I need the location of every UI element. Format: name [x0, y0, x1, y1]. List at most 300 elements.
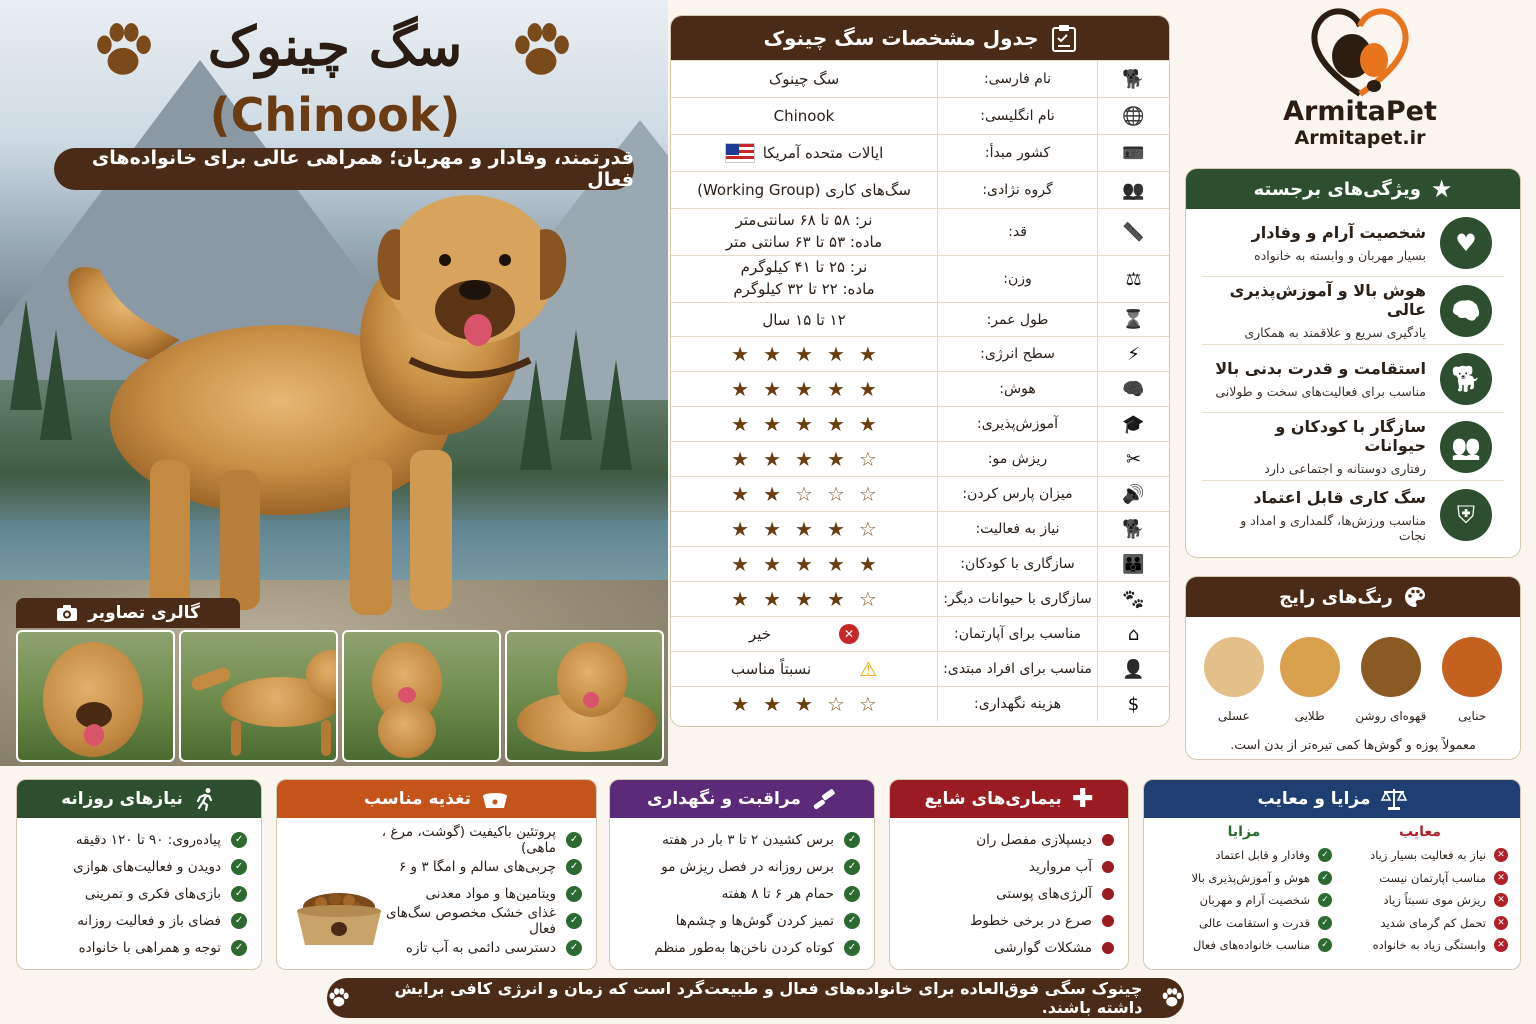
- feature-text: [1214, 281, 1426, 340]
- spec-label: سازگاری با کودکان:: [937, 547, 1097, 581]
- spec-row: [671, 441, 1169, 476]
- list-item: [624, 907, 860, 934]
- spec-value-text: سگ چینوک: [768, 70, 840, 88]
- footer-banner: [327, 978, 1184, 1018]
- house-icon: ⌂: [1127, 623, 1140, 645]
- star-filled-icon: ★: [795, 447, 813, 471]
- group-icon: [1097, 172, 1169, 208]
- list-item-text: نیاز به فعالیت بسیار زیاد: [1370, 848, 1486, 863]
- list-item-text: هوش و آموزش‌پذیری بالا: [1191, 870, 1310, 885]
- check-icon: ✓: [844, 859, 860, 875]
- star-filled-icon: ★: [731, 412, 750, 436]
- check-icon: ✓: [231, 859, 247, 875]
- feature-title: هوش بالا و آموزش‌پذیری عالی: [1229, 281, 1426, 319]
- star-empty-icon: ☆: [858, 447, 877, 471]
- color-swatch-name: حنایی: [1458, 709, 1487, 723]
- check-icon: ✓: [1318, 938, 1332, 952]
- star-filled-icon: ★: [826, 377, 845, 401]
- list-item: [31, 934, 247, 961]
- star-filled-icon: ★: [731, 482, 750, 506]
- star-empty-icon: ☆: [795, 482, 813, 506]
- spec-table: [670, 15, 1170, 727]
- star-filled-icon: ★: [858, 342, 877, 366]
- care-list: [610, 818, 874, 961]
- spec-value: [671, 617, 937, 651]
- star-filled-icon: ★: [731, 342, 750, 366]
- star-filled-icon: ★: [731, 377, 750, 401]
- pros-cons-card: [1143, 779, 1521, 970]
- star-filled-icon: ★: [795, 342, 813, 366]
- spec-value: [671, 172, 937, 208]
- list-item-text: دویدن و فعالیت‌های هوازی: [73, 858, 221, 875]
- features-title: ویژگی‌های برجسته: [1253, 178, 1421, 200]
- star-filled-icon: ★: [858, 412, 877, 436]
- list-item-text: وابستگی زیاد به خانواده: [1372, 938, 1486, 953]
- check-icon: ✓: [844, 913, 860, 929]
- spec-value: [671, 372, 937, 406]
- spec-row: [671, 302, 1169, 336]
- list-item: [377, 853, 582, 880]
- brand-logo: [1280, 6, 1440, 156]
- pro-item: [1156, 934, 1332, 957]
- spec-label: سازگاری با حیوانات دیگر:: [937, 582, 1097, 616]
- check-icon: ✓: [1318, 871, 1332, 885]
- spec-row: [671, 255, 1169, 302]
- list-item-text: دیسپلازی مفصل ران: [976, 831, 1092, 848]
- pros-cons-columns: [1144, 818, 1520, 957]
- list-item-text: حمام هر ۶ تا ۸ هفته: [721, 885, 834, 902]
- color-swatch: [1355, 637, 1426, 723]
- star-empty-icon: ☆: [858, 692, 877, 716]
- spec-value-text: ایالات متحده آمریکا: [762, 144, 884, 162]
- bullet-dot-icon: [1102, 861, 1114, 873]
- star-filled-icon: ★: [858, 377, 877, 401]
- spec-value: [671, 512, 937, 546]
- feature-text: [1214, 359, 1426, 399]
- star-filled-icon: ★: [731, 692, 750, 716]
- gallery-thumbnail[interactable]: [342, 630, 501, 762]
- star-filled-icon: ★: [763, 517, 782, 541]
- feature-title: سازگار با کودکان و حیوانات: [1275, 417, 1426, 455]
- spec-label: گروه نژادی:: [937, 172, 1097, 208]
- list-item: [904, 853, 1114, 880]
- shield-icon: [1440, 489, 1492, 541]
- check-icon: ✓: [231, 832, 247, 848]
- color-swatch: [1280, 637, 1340, 723]
- list-item-text: فضای باز و فعالیت روزانه: [77, 912, 221, 929]
- gallery: [16, 630, 664, 762]
- con-item: [1332, 934, 1508, 957]
- running-person-icon: [193, 787, 217, 811]
- star-filled-icon: ★: [795, 517, 813, 541]
- rating-stars: [731, 414, 877, 434]
- spec-label: میزان پارس کردن:: [937, 477, 1097, 511]
- spec-row: [671, 476, 1169, 511]
- family-icon: 👪: [1122, 553, 1145, 575]
- list-item-text: تحمل کم گرمای شدید: [1380, 915, 1486, 930]
- list-item: [377, 823, 582, 856]
- paw-icon: [327, 985, 351, 1011]
- colors-title: رنگ‌های رایج: [1279, 586, 1393, 608]
- spec-label: وزن:: [937, 256, 1097, 302]
- bullet-dot-icon: [1102, 834, 1114, 846]
- star-filled-icon: ★: [731, 552, 750, 576]
- color-swatch-dot: [1280, 637, 1340, 697]
- pro-item: [1156, 912, 1332, 935]
- spec-row: [671, 134, 1169, 171]
- care-header: [610, 780, 874, 818]
- brush-icon: [811, 788, 837, 810]
- list-item-text: شخصیت آرام و مهربان: [1199, 893, 1310, 908]
- care-card: [609, 779, 875, 970]
- colors-header: [1186, 577, 1520, 617]
- list-item-text: ویتامین‌ها و مواد معدنی: [425, 885, 556, 902]
- x-icon: ✕: [1494, 871, 1508, 885]
- star-empty-icon: ☆: [858, 587, 877, 611]
- pros-cons-title: مزایا و معایب: [1257, 789, 1371, 809]
- dog-bowl-icon: [481, 788, 509, 810]
- spec-label: سطح انرژی:: [937, 337, 1097, 371]
- feature-text: [1214, 488, 1426, 543]
- people-icon: [1440, 421, 1492, 473]
- daily-needs-list: [17, 818, 261, 961]
- x-icon: ✕: [1494, 916, 1508, 930]
- check-icon: ✓: [1318, 848, 1332, 862]
- check-icon: ✓: [231, 940, 247, 956]
- color-swatch-name: قهوه‌ای روشن: [1355, 709, 1427, 723]
- list-item-text: آب مروارید: [1028, 858, 1092, 875]
- spec-row: [671, 651, 1169, 686]
- running-dog-icon: 🐕: [1451, 364, 1481, 393]
- running-dog-icon: [1440, 353, 1492, 405]
- footer-text: چینوک سگی فوق‌العاده برای خانواده‌های فعال و طبیعت‌گرد است که زمان و انرژی کافی برایش داشته باشند.: [394, 979, 1143, 1017]
- clipboard-icon: [1051, 24, 1077, 52]
- list-item-text: برس روزانه در فصل ریزش مو: [661, 858, 834, 875]
- spec-value-text: Chinook: [773, 107, 835, 125]
- shield-icon: ⛨: [1457, 501, 1475, 529]
- cons-list: [1332, 844, 1508, 957]
- star-empty-icon: ☆: [826, 482, 845, 506]
- feature-item: [1202, 481, 1504, 549]
- pros-cons-header: [1144, 780, 1520, 818]
- feature-item: [1202, 345, 1504, 413]
- spec-row: [671, 511, 1169, 546]
- check-icon: ✓: [844, 940, 860, 956]
- spec-value-text: ۱۲ تا ۱۵ سال: [762, 310, 846, 329]
- con-item: [1332, 867, 1508, 890]
- gallery-thumbnail[interactable]: [16, 630, 175, 762]
- list-item: [377, 904, 582, 937]
- spec-label: ریزش مو:: [937, 442, 1097, 476]
- star-filled-icon: ★: [763, 587, 782, 611]
- brain-icon: [1097, 372, 1169, 406]
- check-icon: ✓: [566, 886, 582, 902]
- pros-column: [1156, 824, 1332, 957]
- list-item: [31, 826, 247, 853]
- list-item: [31, 880, 247, 907]
- rating-stars: [731, 554, 877, 574]
- spec-label: کشور مبدأ:: [937, 135, 1097, 171]
- spec-value-line: ماده: ۵۳ تا ۶۳ سانتی متر: [725, 233, 883, 251]
- spec-row: [671, 686, 1169, 721]
- cons-column: [1332, 824, 1508, 957]
- hourglass-icon: [1097, 303, 1169, 336]
- spec-value: [671, 209, 937, 255]
- rating-stars: [731, 694, 877, 714]
- shedding-icon: ✂: [1125, 448, 1142, 470]
- speaker-icon: [1097, 477, 1169, 511]
- heart-pet-logo-icon: [1308, 6, 1412, 98]
- spec-label: هوش:: [937, 372, 1097, 406]
- colors-note: معمولاً پوزه و گوش‌ها کمی تیره‌تر از بدن است.: [1230, 737, 1476, 752]
- spec-value: [671, 652, 937, 686]
- person-icon: [1097, 652, 1169, 686]
- spec-row: [671, 60, 1169, 97]
- nutrition-title: تغذیه مناسب: [364, 789, 471, 809]
- star-filled-icon: ★: [795, 692, 813, 716]
- page-title-english: (Chinook): [209, 88, 461, 142]
- feature-text: [1214, 223, 1426, 263]
- star-filled-icon: ★: [795, 412, 813, 436]
- pro-item: [1156, 889, 1332, 912]
- spec-value: [671, 303, 937, 336]
- check-icon: ✓: [566, 859, 582, 875]
- list-item: [377, 880, 582, 907]
- feature-title: شخصیت آرام و وفادار: [1251, 222, 1426, 242]
- list-item: [624, 826, 860, 853]
- pros-title: مزایا: [1227, 824, 1261, 840]
- star-filled-icon: ★: [763, 692, 782, 716]
- diseases-card: [889, 779, 1129, 970]
- star-filled-icon: ★: [763, 412, 782, 436]
- check-icon: ✓: [566, 940, 582, 956]
- x-icon: ✕: [1494, 848, 1508, 862]
- gallery-label: گالری تصاویر: [88, 603, 200, 623]
- spec-row: [671, 546, 1169, 581]
- scales-icon: [1381, 787, 1407, 811]
- feature-desc: بسیار مهربان و وابسته به خانواده: [1254, 247, 1426, 263]
- house-icon: [1097, 617, 1169, 651]
- pro-item: [1156, 867, 1332, 890]
- people-icon: 👥: [1451, 432, 1481, 461]
- diseases-header: [890, 780, 1128, 818]
- star-filled-icon: ★: [795, 377, 813, 401]
- star-filled-icon: ★: [826, 342, 845, 366]
- passport-icon: [1097, 135, 1169, 171]
- bullet-dot-icon: [1102, 942, 1114, 954]
- feature-desc: یادگیری سریع و علاقمند به همکاری: [1244, 325, 1426, 340]
- feature-item: [1202, 277, 1504, 345]
- list-item-text: قدرت و استقامت عالی: [1199, 915, 1310, 930]
- list-item-text: ریزش موی نسبتاً زیاد: [1383, 893, 1486, 908]
- spec-rows: [671, 60, 1169, 721]
- star-filled-icon: ★: [795, 552, 813, 576]
- daily-needs-card: [16, 779, 262, 970]
- paw-icon: [1160, 985, 1184, 1011]
- list-item-text: مشکلات گوارشی: [993, 939, 1092, 956]
- x-circle-icon: ✕: [839, 624, 859, 644]
- feature-desc: رفتاری دوستانه و اجتماعی دارد: [1264, 461, 1426, 476]
- warning-icon: ⚠: [859, 657, 878, 681]
- spec-value: [671, 256, 937, 302]
- spec-value-line: نر: ۵۸ تا ۶۸ سانتی‌متر: [735, 211, 873, 230]
- spec-label: طول عمر:: [937, 303, 1097, 336]
- ruler-icon: [1097, 209, 1169, 255]
- hourglass-icon: ⌛: [1122, 309, 1145, 330]
- spec-label: آموزش‌پذیری:: [937, 407, 1097, 441]
- hero-image: [0, 0, 668, 766]
- list-item-text: مناسب آپارتمان نیست: [1379, 870, 1486, 885]
- paw-icon: [508, 18, 574, 84]
- list-item-text: دسترسی دائمی به آب تازه: [405, 939, 556, 956]
- color-swatch-dot: [1204, 637, 1264, 697]
- gallery-header: [16, 598, 240, 628]
- list-item-text: تمیز کردن گوش‌ها و چشم‌ها: [675, 912, 834, 929]
- spec-value: [671, 407, 937, 441]
- medical-cross-icon: ✚: [1071, 784, 1094, 814]
- star-filled-icon: ★: [826, 447, 845, 471]
- colors-panel: [1185, 576, 1521, 760]
- spec-value: [671, 687, 937, 721]
- star-filled-icon: ★: [763, 342, 782, 366]
- check-icon: ✓: [566, 913, 582, 929]
- list-item-text: توجه و همراهی با خانواده: [78, 939, 221, 956]
- spec-row: [671, 371, 1169, 406]
- gallery-thumbnail[interactable]: [179, 630, 338, 762]
- page-title: سگ چینوک: [207, 14, 463, 78]
- spec-value-lines: [726, 210, 882, 254]
- check-icon: ✓: [844, 832, 860, 848]
- bullet-dot-icon: [1102, 915, 1114, 927]
- diseases-title: بیماری‌های شایع: [924, 789, 1062, 809]
- tree-shape: [600, 360, 632, 470]
- gallery-thumbnail[interactable]: [505, 630, 664, 762]
- star-filled-icon: ★: [763, 552, 782, 576]
- features-list: [1186, 209, 1520, 549]
- spec-value-line: ماده: ۲۲ تا ۳۲ کیلوگرم: [733, 280, 875, 298]
- list-item-text: پیاده‌روی: ۹۰ تا ۱۲۰ دقیقه: [75, 831, 221, 848]
- rating-stars: [731, 484, 877, 504]
- dog-icon: [1097, 61, 1169, 97]
- pros-list: [1156, 844, 1332, 957]
- group-icon: 👥: [1122, 179, 1145, 201]
- x-icon: ✕: [1494, 938, 1508, 952]
- spec-value: [671, 477, 937, 511]
- brand-name: ArmitaPet: [1283, 96, 1437, 127]
- spec-label: نیاز به فعالیت:: [937, 512, 1097, 546]
- list-item-text: وفادار و قابل اعتماد: [1215, 848, 1310, 863]
- spec-value: [671, 135, 937, 171]
- star-filled-icon: ★: [763, 377, 782, 401]
- list-item: [624, 853, 860, 880]
- star-filled-icon: ★: [731, 447, 750, 471]
- check-icon: ✓: [231, 886, 247, 902]
- rating-stars: [731, 589, 877, 609]
- list-item: [31, 907, 247, 934]
- star-empty-icon: ☆: [826, 692, 845, 716]
- brand-url[interactable]: Armitapet.ir: [1294, 127, 1426, 149]
- lightning-icon: [1097, 337, 1169, 371]
- star-filled-icon: ★: [858, 552, 877, 576]
- care-title: مراقبت و نگهداری: [647, 789, 801, 809]
- spec-value: [671, 547, 937, 581]
- dog-activity-icon: [1097, 512, 1169, 546]
- star-filled-icon: ★: [731, 587, 750, 611]
- brain-icon: [1440, 285, 1492, 337]
- color-swatch-dot: [1361, 637, 1421, 697]
- dog-icon: 🐕: [1122, 68, 1145, 90]
- dog-food-bowl-illustration: [291, 885, 387, 955]
- brain-icon: 🧠: [1122, 378, 1145, 400]
- daily-needs-header: [17, 780, 261, 818]
- nutrition-card: [276, 779, 597, 970]
- spec-row: [671, 616, 1169, 651]
- shedding-icon: [1097, 442, 1169, 476]
- spec-row: [671, 171, 1169, 208]
- spec-label: قد:: [937, 209, 1097, 255]
- spec-label: نام فارسی:: [937, 61, 1097, 97]
- spec-value: [671, 582, 937, 616]
- spec-value: [671, 337, 937, 371]
- x-icon: ✕: [1494, 893, 1508, 907]
- spec-label: مناسب برای افراد مبتدی:: [937, 652, 1097, 686]
- globe-icon: [1097, 98, 1169, 134]
- spec-value: [671, 98, 937, 134]
- star-filled-icon: ★: [795, 587, 813, 611]
- globe-icon: 🌐: [1122, 105, 1145, 127]
- spec-label: نام انگلیسی:: [937, 98, 1097, 134]
- usa-flag-icon: [725, 143, 755, 163]
- rating-stars: [731, 449, 877, 469]
- check-icon: ✓: [231, 913, 247, 929]
- cons-title: معایب: [1399, 824, 1441, 840]
- con-item: [1332, 844, 1508, 867]
- spec-value-line: نر: ۲۵ تا ۴۱ کیلوگرم: [740, 258, 868, 277]
- list-item: [624, 934, 860, 961]
- rating-stars: [731, 379, 877, 399]
- family-icon: [1097, 547, 1169, 581]
- camera-icon: [56, 604, 78, 622]
- color-swatch-dot: [1442, 637, 1502, 697]
- star-empty-icon: ☆: [858, 482, 877, 506]
- spec-table-header: [671, 16, 1169, 60]
- list-item-text: چربی‌های سالم و امگا ۳ و ۶: [398, 858, 556, 875]
- list-item: [31, 853, 247, 880]
- brain-icon: 🧠: [1451, 296, 1481, 325]
- color-swatches: [1186, 617, 1520, 723]
- con-item: [1332, 912, 1508, 935]
- spec-value: [671, 442, 937, 476]
- spec-value-lines: [733, 257, 874, 301]
- check-icon: ✓: [844, 886, 860, 902]
- check-icon: ✓: [1318, 893, 1332, 907]
- list-item: [904, 907, 1114, 934]
- dog-cat-icon: [1097, 582, 1169, 616]
- dog-cat-icon: 🐾: [1122, 588, 1145, 610]
- spec-value-text: سگ‌های کاری (Working Group): [697, 181, 911, 199]
- feature-desc: مناسب ورزش‌ها، گلمداری و امداد و نجات: [1240, 512, 1426, 543]
- bullet-dot-icon: [1102, 888, 1114, 900]
- passport-icon: 🪪: [1122, 142, 1145, 164]
- pro-item: [1156, 844, 1332, 867]
- feature-item: [1202, 209, 1504, 277]
- check-icon: ✓: [566, 832, 582, 848]
- spec-value-text: نسبتاً مناسب: [730, 660, 812, 678]
- star-empty-icon: ☆: [858, 517, 877, 541]
- star-filled-icon: ★: [763, 447, 782, 471]
- color-swatch: [1442, 637, 1502, 723]
- spec-row: [671, 581, 1169, 616]
